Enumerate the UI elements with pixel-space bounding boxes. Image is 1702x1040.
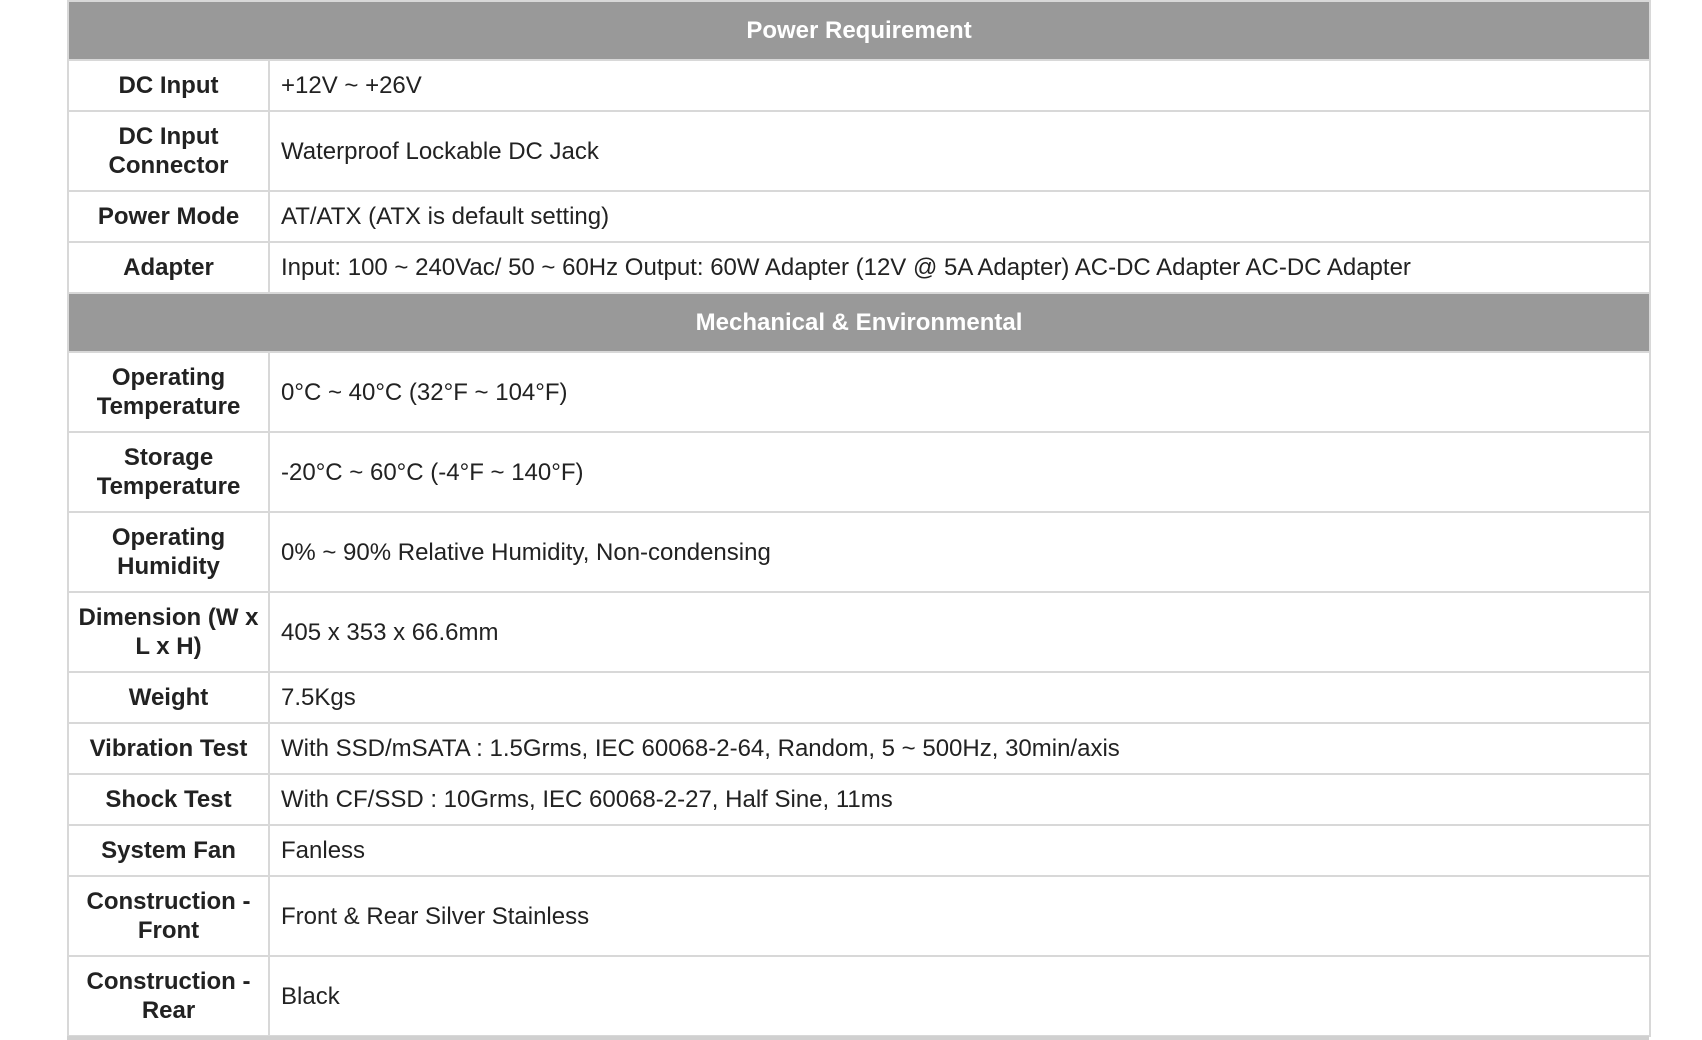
spec-value: With CF/SSD : 10Grms, IEC 60068-2-27, Half Sine, 11ms [269,774,1650,825]
table-row [68,352,1650,432]
table-row [68,956,1650,1036]
spec-label: Operating Temperature [68,352,269,432]
spec-value: 0°C ~ 40°C (32°F ~ 104°F) [269,352,1650,432]
section-header-power [68,1,1650,60]
table-row [68,111,1650,191]
spec-table [67,0,1651,1037]
spec-value: +12V ~ +26V [269,60,1650,111]
table-row [68,876,1650,956]
table-row [68,512,1650,592]
spec-label: Construction - Front [68,876,269,956]
spec-label: Construction - Rear [68,956,269,1036]
table-row [68,672,1650,723]
spec-value: Black [269,956,1650,1036]
spec-label: Dimension (W x L x H) [68,592,269,672]
spec-label: Shock Test [68,774,269,825]
spec-value: 0% ~ 90% Relative Humidity, Non-condensing [269,512,1650,592]
section-title: Power Requirement [68,1,1650,60]
spec-label: Adapter [68,242,269,293]
spec-label: System Fan [68,825,269,876]
table-row [68,432,1650,512]
table-row [68,774,1650,825]
spec-label: Storage Temperature [68,432,269,512]
spec-label: Power Mode [68,191,269,242]
section-header-mechanical [68,293,1650,352]
spec-label: Vibration Test [68,723,269,774]
spec-value: 7.5Kgs [269,672,1650,723]
table-row [68,723,1650,774]
spec-value: AT/ATX (ATX is default setting) [269,191,1650,242]
spec-label: DC Input Connector [68,111,269,191]
spec-value: 405 x 353 x 66.6mm [269,592,1650,672]
table-row [68,825,1650,876]
spec-value: Input: 100 ~ 240Vac/ 50 ~ 60Hz Output: 60W Adapter (12V @ 5A Adapter) AC-DC Adapter AC-DC Adapter [269,242,1650,293]
table-row [68,60,1650,111]
spec-value: With SSD/mSATA : 1.5Grms, IEC 60068-2-64, Random, 5 ~ 500Hz, 30min/axis [269,723,1650,774]
spec-label: Operating Humidity [68,512,269,592]
table-row [68,242,1650,293]
spec-label: Weight [68,672,269,723]
spec-value: Front & Rear Silver Stainless [269,876,1650,956]
table-row [68,191,1650,242]
spec-value: -20°C ~ 60°C (-4°F ~ 140°F) [269,432,1650,512]
spec-value: Fanless [269,825,1650,876]
table-row [68,592,1650,672]
section-title: Mechanical & Environmental [68,293,1650,352]
table-bottom-edge [67,1036,1649,1040]
spec-value: Waterproof Lockable DC Jack [269,111,1650,191]
spec-label: DC Input [68,60,269,111]
